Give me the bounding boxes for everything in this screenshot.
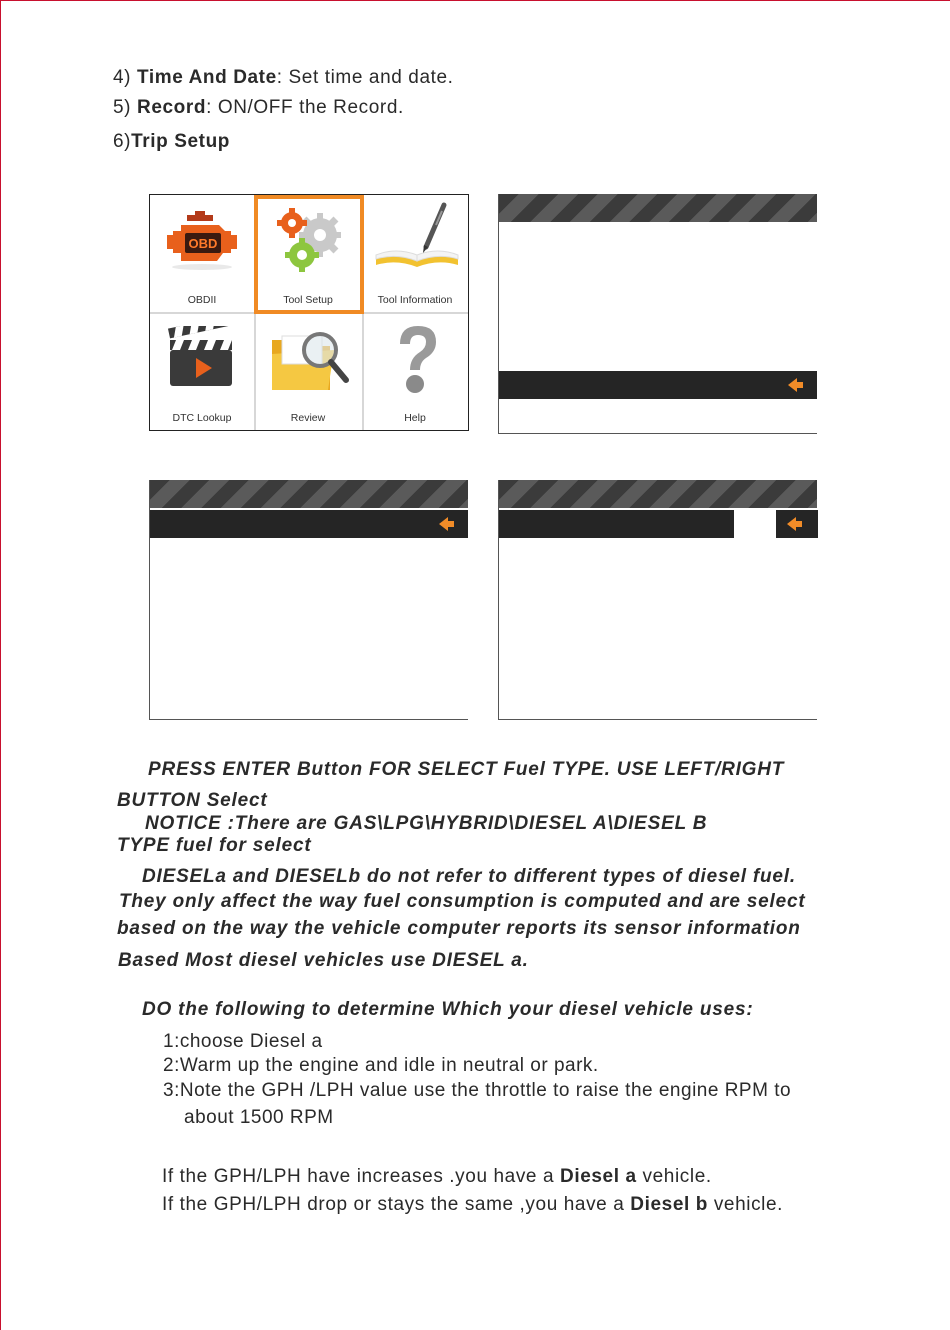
trip-setup-screen <box>149 480 468 720</box>
highlighted-row[interactable] <box>499 371 817 399</box>
page-edge-top <box>0 0 950 1</box>
step-item: 1:choose Diesel a <box>163 1031 323 1052</box>
step-item: 2:Warm up the engine and idle in neutral or park. <box>163 1055 599 1076</box>
diesel-note-text: They only affect the way fuel consumption is computed and are select <box>119 891 806 912</box>
list-item-time-and-date <box>113 67 454 89</box>
list-term: Record <box>137 97 207 118</box>
svg-text:OBD: OBD <box>188 236 218 251</box>
step-item: 3:Note the GPH /LPH value use the throttle to raise the engine RPM to <box>163 1080 792 1101</box>
result-text: vehicle. <box>707 1194 784 1215</box>
highlighted-row[interactable] <box>499 510 734 538</box>
left-arrow-icon <box>787 517 796 531</box>
menu-item-help[interactable] <box>362 314 468 430</box>
diesel-note-text: DIESELa and DIESELb do not refer to different types of diesel fuel. <box>142 866 796 887</box>
procedure-heading: DO the following to determine Which your diesel vehicle uses: <box>142 999 754 1020</box>
tool-setup-screen <box>498 194 817 434</box>
menu-item-tool-information[interactable] <box>362 195 468 312</box>
list-number: 5) <box>113 97 132 118</box>
page-edge-left <box>0 0 1 1330</box>
notice-text: TYPE fuel for select <box>117 835 312 856</box>
list-number: 4) <box>113 67 132 88</box>
list-description: : Set time and date. <box>276 67 454 88</box>
result-text: vehicle. <box>636 1166 712 1187</box>
list-item-trip-setup <box>113 131 230 153</box>
menu-item-label: Review <box>290 412 326 424</box>
menu-item-label: Help <box>404 412 426 424</box>
result-emphasis: Diesel b <box>630 1194 708 1215</box>
screen-title-bar <box>150 480 468 508</box>
value-selector[interactable] <box>776 510 818 538</box>
result-text: If the GPH/LPH drop or stays the same ,you have a <box>162 1194 631 1215</box>
list-description: : ON/OFF the Record. <box>206 97 404 118</box>
step-item: about 1500 RPM <box>184 1107 334 1128</box>
result-diesel-a <box>162 1166 712 1188</box>
fuel-type-screen <box>498 480 817 720</box>
question-mark-icon <box>392 322 440 398</box>
diesel-note-text: Based Most diesel vehicles use DIESEL a. <box>118 950 529 971</box>
list-number: 6) <box>113 131 132 152</box>
clapperboard-icon <box>166 326 236 390</box>
highlighted-row[interactable] <box>150 510 468 538</box>
left-arrow-icon <box>788 378 797 392</box>
result-emphasis: Diesel a <box>560 1166 637 1187</box>
folder-magnifier-icon <box>268 320 352 400</box>
main-menu-screen <box>149 194 469 431</box>
menu-item-label: Tool Information <box>377 294 453 306</box>
list-term: Time And Date <box>137 67 277 88</box>
menu-item-review[interactable] <box>254 314 362 430</box>
menu-item-label: OBDII <box>187 294 217 306</box>
left-arrow-icon <box>439 517 448 531</box>
list-term: Trip Setup <box>131 131 231 152</box>
diesel-note-text: based on the way the vehicle computer reports its sensor information <box>117 918 801 939</box>
result-text: If the GPH/LPH have increases .you have a <box>162 1166 561 1187</box>
menu-item-dtc-lookup[interactable] <box>150 314 254 430</box>
screen-title-bar <box>499 480 817 508</box>
menu-item-label: Tool Setup <box>283 294 333 306</box>
book-pen-icon <box>372 201 462 277</box>
notice-text: NOTICE :There are GAS\LPG\HYBRID\DIESEL A\DIESEL B <box>145 813 708 834</box>
menu-item-label: DTC Lookup <box>172 412 232 424</box>
obd-engine-icon <box>165 209 239 271</box>
selection-highlight <box>254 195 364 314</box>
instruction-text: BUTTON Select <box>117 790 268 811</box>
instruction-text: PRESS ENTER Button FOR SELECT Fuel TYPE. USE LEFT/RIGHT <box>148 759 785 780</box>
result-diesel-b <box>162 1194 783 1216</box>
menu-item-obdii[interactable] <box>150 195 254 312</box>
list-item-record <box>113 97 404 119</box>
screen-title-bar <box>499 194 817 222</box>
